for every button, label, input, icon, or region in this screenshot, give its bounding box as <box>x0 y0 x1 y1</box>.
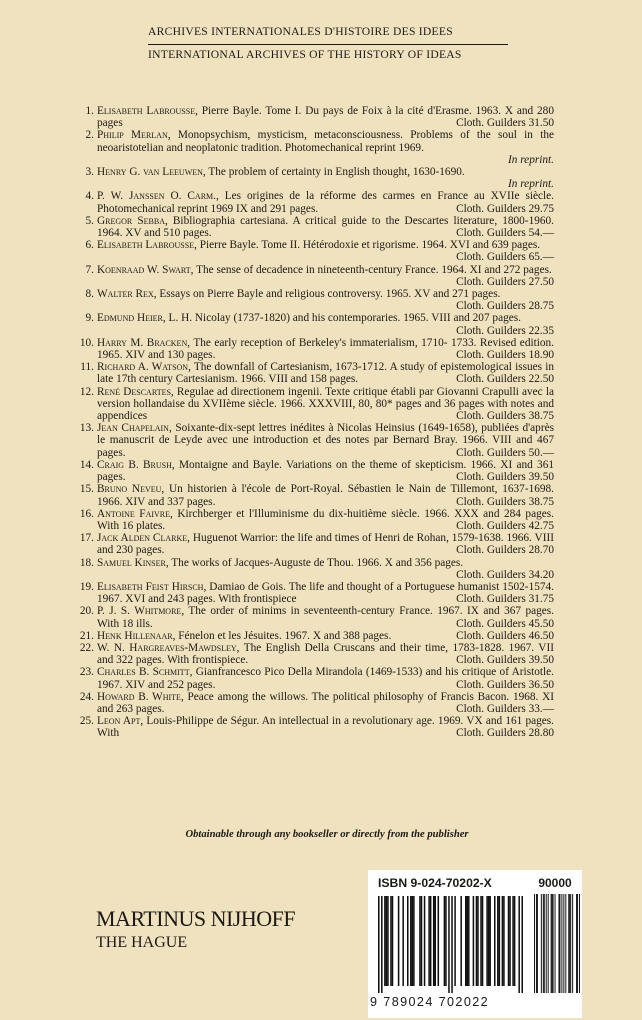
entry-number: 21. <box>79 629 94 642</box>
barcode-bar <box>410 896 412 986</box>
entry-price: Cloth. Guilders 42.75 <box>456 519 554 532</box>
entry-price: Cloth. Guilders 28.80 <box>456 727 554 740</box>
barcode-bar <box>381 896 383 993</box>
entry-price: Cloth. Guilders 45.50 <box>456 617 554 630</box>
entry-price: Cloth. Guilders 50.— <box>456 446 554 459</box>
barcode-bar <box>521 896 523 993</box>
entry-author: Howard B. White <box>97 690 181 703</box>
entry-number: 24. <box>79 690 94 703</box>
entry-description: , Pierre Bayle. Tome II. Hétérodoxie et rigorisme. 1964. XVI and 639 pages. <box>194 239 541 252</box>
entry-author: René Descartes <box>97 385 171 398</box>
addon-barcode-bars <box>534 894 580 993</box>
entry-price: Cloth. Guilders 39.50 <box>456 654 554 667</box>
barcode-bar <box>514 896 516 986</box>
entry-author: P. J. S. Whitmore <box>97 605 182 618</box>
entry-number: 25. <box>79 715 94 728</box>
book-entry <box>79 629 554 642</box>
entry-author: Charles B. Schmitt <box>97 666 190 679</box>
barcode-bar <box>518 896 520 993</box>
addon-bar <box>544 894 545 993</box>
entry-number: 22. <box>79 641 94 654</box>
availability-note: Obtainable through any bookseller or directly from the publisher <box>185 829 469 840</box>
book-entry <box>82 215 554 239</box>
addon-bar <box>559 894 560 993</box>
barcode-bar <box>494 896 496 986</box>
entry-description: , Pierre Bayle. Tome I. Du pays de Foix à la cité d'Erasme. 1963. X and 280 pages <box>97 105 554 130</box>
barcode-bar <box>419 896 421 986</box>
book-entry <box>82 288 554 312</box>
entry-description: , Huguenot Warrior: the life and times of Henri de Rohan, 1579-1638. 1966. VIII and 230 pages. <box>97 532 554 557</box>
entry-description: , Peace among the willows. The political philosophy of Francis Bacon. 1968. XI and 263 pages. <box>97 690 554 715</box>
addon-bar <box>551 894 552 993</box>
entry-author: Gregor Sebba <box>97 214 165 227</box>
barcode-bar <box>390 896 392 986</box>
entry-author: Koenraad W. Swart <box>97 263 191 276</box>
entry-description: , Essays on Pierre Bayle and religious controversy. 1965. XV and 271 pages. <box>153 288 501 301</box>
series-header <box>148 26 508 64</box>
entry-number: 17. <box>79 532 94 545</box>
book-entry <box>82 166 554 190</box>
barcode-bar <box>424 896 426 986</box>
barcode-bar <box>444 896 446 986</box>
entry-description: , The works of Jacques-Auguste de Thou. 1966. X and 356 pages. <box>165 556 464 569</box>
entry-price: Cloth. Guilders 38.75 <box>456 495 554 508</box>
entry-number: 20. <box>79 605 94 618</box>
book-entry <box>79 715 554 740</box>
entry-description: , Montaigne and Bayle. Variations on the theme of skepticism. 1966. XI and 361 pages. <box>97 458 554 484</box>
publisher-block <box>96 907 295 953</box>
barcode-bar <box>489 896 491 986</box>
entry-author: Antoine Faivre <box>97 507 171 520</box>
barcode-bar <box>509 896 511 986</box>
addon-bar <box>570 894 571 993</box>
entry-number: 5. <box>85 214 94 227</box>
barcode-bar <box>428 896 430 986</box>
series-title-english: INTERNATIONAL ARCHIVES OF THE HISTORY OF IDEAS <box>148 48 462 61</box>
entry-price: Cloth. Guilders 18.90 <box>456 349 554 362</box>
entry-description: , L. H. Nicolay (1737-1820) and his contemporaries. 1965. VIII and 207 pages. <box>162 312 521 325</box>
entry-number: 14. <box>79 458 94 471</box>
addon-bar <box>553 894 554 993</box>
book-entry <box>79 605 554 630</box>
entry-author: Craig B. Brush <box>97 458 172 471</box>
barcode-bar <box>387 896 389 986</box>
entry-number: 8. <box>85 288 94 301</box>
publisher-city: THE HAGUE <box>96 934 188 951</box>
addon-bar <box>568 894 569 993</box>
entry-price: Cloth. Guilders 34.20 <box>456 568 554 581</box>
book-entry <box>79 580 554 606</box>
barcode-bar <box>465 896 467 986</box>
entry-price: Cloth. Guilders 28.70 <box>456 544 554 557</box>
entry-price: Cloth. Guilders 33.— <box>456 702 554 715</box>
publisher-name: MARTINUS NIJHOFF <box>96 906 296 931</box>
addon-bar <box>572 894 573 993</box>
addon-bar <box>569 894 570 993</box>
barcode-bar <box>502 896 504 986</box>
addon-bar <box>558 894 559 993</box>
entry-number: 6. <box>85 239 94 252</box>
addon-bar <box>548 894 549 993</box>
book-list <box>79 105 555 740</box>
entry-number: 7. <box>85 263 94 276</box>
barcode-bar <box>482 896 484 986</box>
entry-description: , Kirchberger et l'Illuminisme du dix-huitième siècle. 1966. XXX and 284 pages. With 16 plates. <box>97 507 554 532</box>
entry-description: , The problem of certainty in English thought, 1630-1690. <box>202 166 465 179</box>
book-entry <box>79 507 554 532</box>
entry-price: Cloth. Guilders 22.50 <box>456 373 554 386</box>
entry-price: Cloth. Guilders 31.75 <box>456 593 554 606</box>
addon-bar <box>576 894 577 993</box>
entry-price: Cloth. Guilders 36.50 <box>456 678 554 691</box>
barcode-bar <box>413 896 415 986</box>
addon-bar <box>536 894 537 993</box>
book-entry <box>82 312 554 336</box>
isbn-label: ISBN 9-024-70202-X <box>378 876 492 890</box>
entry-number: 19. <box>79 580 94 593</box>
barcode-bar <box>384 896 386 986</box>
book-entry <box>79 666 554 691</box>
entry-author: Elisabeth Feist Hirsch <box>97 580 204 593</box>
entry-price: Cloth. Guilders 28.75 <box>456 300 554 313</box>
entry-author: Harry M. Bracken <box>97 336 188 349</box>
barcode-bar <box>407 896 409 986</box>
entry-description: , The early reception of Berkeley's immaterialism, 1710- 1733. Revised edition. 1965. XIV and 130 pages. <box>97 336 555 362</box>
entry-number: 11. <box>80 361 94 374</box>
barcode-digits: 9 789024 702022 <box>370 995 490 1009</box>
entry-author: Jean Chapelain <box>97 422 169 435</box>
addon-bar <box>577 894 578 993</box>
barcode-bar <box>451 896 453 993</box>
barcode-bar <box>421 896 423 986</box>
barcode-bar <box>460 896 462 986</box>
entry-number: 18. <box>79 556 94 569</box>
barcode-bar <box>445 896 447 986</box>
barcode-bar <box>468 896 470 986</box>
barcode-bar <box>480 896 482 986</box>
book-entry <box>82 190 554 214</box>
book-entry <box>79 556 554 581</box>
addon-bar <box>537 894 538 993</box>
entry-author: Henry G. van Leeuwen <box>97 166 203 179</box>
entry-author: Philip Merlan <box>97 129 168 142</box>
entry-number: 10. <box>79 336 94 349</box>
entry-price: Cloth. Guilders 65.— <box>456 251 554 264</box>
barcode-bar <box>398 896 400 986</box>
addon-bar <box>579 894 580 993</box>
series-divider <box>148 44 508 45</box>
barcode-bar <box>386 896 388 986</box>
addon-bar <box>555 894 556 993</box>
entry-number: 12. <box>79 385 94 398</box>
entry-author: Elisabeth Labrousse <box>97 105 196 117</box>
entry-description: , Un historien à l'école de Port-Royal. Sébastien le Nain de Tillemont, 1637-1698. 1966. XIV and 337 pages. <box>97 483 554 508</box>
barcode-bar <box>486 896 488 986</box>
entry-price: Cloth. Guilders 29.75 <box>456 202 554 215</box>
book-entry <box>79 385 554 423</box>
barcode-bar <box>433 896 435 986</box>
entry-description: , The sense of decadence in nineteenth-century France. 1964. XI and 272 pages. <box>190 263 552 276</box>
entry-description: , Regulae ad directionem ingenii. Texte critique établi par Giovanni Crapulli avec la version hollandaise du XVIIème siècle. 1966. XXXVIII, 80, 80* pages and 36 pages with notes and appendices <box>97 385 554 423</box>
entry-author: Edmund Heier <box>97 312 163 325</box>
barcode-bar <box>430 896 432 986</box>
entry-author: Bruno Neveu <box>97 483 162 496</box>
book-entry <box>79 458 554 484</box>
barcode-bar <box>467 896 469 986</box>
entry-description: , Bibliographia cartesiana. A critical guide to the Descartes literature, 1800-1960. 1964. XV and 510 pages. <box>97 214 554 240</box>
entry-status-note: In reprint. <box>507 178 554 191</box>
barcode-bar <box>499 896 501 986</box>
barcode-bar <box>497 896 499 986</box>
book-entry <box>79 483 554 508</box>
entry-description: , Fénelon et les Jésuites. 1967. X and 388 pages. <box>172 629 392 642</box>
entry-number: 9. <box>85 312 94 325</box>
entry-author: Leon Apt <box>97 715 141 728</box>
book-entry <box>82 129 554 166</box>
barcode-bar <box>477 896 479 986</box>
barcode-bar <box>476 896 478 986</box>
book-entry <box>79 690 554 715</box>
barcode-bar <box>488 896 490 986</box>
book-entry <box>79 336 555 362</box>
addon-code: 90000 <box>538 876 572 890</box>
book-entry <box>82 264 554 288</box>
price-addon-barcode <box>530 870 582 1018</box>
entry-price: Cloth. Guilders 31.50 <box>456 117 554 130</box>
entry-description: , Soixante-dix-sept lettres inédites à Nicolas Heinsius (1649-1658), publiées d'après le manuscrit de Leyde avec une introduction et des notes par Bernard Bray. 1966. VIII and 467 pages. <box>97 422 554 459</box>
entry-description: , Monopsychism, mysticism, metaconsciousness. Problems of the soul in the neoaristotelian and neoplatonic tradition. Photomechanical reprint 1969. <box>97 129 554 154</box>
entry-author: Elisabeth Labrousse <box>97 239 195 252</box>
entry-author: Samuel Kinser <box>97 556 166 569</box>
entry-description: , Gianfrancesco Pico Della Mirandola (1469-1533) and his critique of Aristotle. 1967. XIV and 252 pages. <box>97 666 554 691</box>
barcode-bar <box>473 896 475 986</box>
book-entry <box>79 532 554 557</box>
entry-price: Cloth. Guilders 46.50 <box>456 629 554 642</box>
addon-bar <box>565 894 566 993</box>
entry-author: Richard A. Watson <box>97 361 189 374</box>
entry-price: Cloth. Guilders 54.— <box>456 227 554 240</box>
entry-price: Cloth. Guilders 22.35 <box>456 324 554 337</box>
barcode-bar <box>508 896 510 986</box>
book-entry <box>79 422 554 459</box>
addon-bar <box>546 894 547 993</box>
entry-description: , Les origines de la réforme des carmes en France au XVIIe siècle. Photomechanical reprint 1969 IX and 291 pages. <box>97 190 554 215</box>
entry-price: Cloth. Guilders 39.50 <box>456 471 554 484</box>
entry-author: Jack Alden Clarke <box>97 532 188 545</box>
barcode-bar <box>402 896 404 986</box>
entry-price: Cloth. Guilders 38.75 <box>456 410 554 423</box>
addon-bar <box>563 894 564 993</box>
addon-bar <box>561 894 562 993</box>
barcode-bar <box>438 896 440 986</box>
book-entry <box>82 105 554 129</box>
entry-author: Walter Rex <box>97 288 154 301</box>
entry-status-note: In reprint. <box>507 153 554 166</box>
addon-bar <box>552 894 553 993</box>
entry-number: 4. <box>85 190 94 203</box>
addon-bar <box>534 894 535 993</box>
ean-barcode-bars <box>378 896 523 993</box>
entry-number: 16. <box>79 507 94 520</box>
barcode-bar <box>392 896 394 986</box>
entry-author: Henk Hillenaar <box>97 629 173 642</box>
addon-bar <box>543 894 544 993</box>
barcode-bar <box>503 896 505 986</box>
barcode-bar <box>512 896 514 986</box>
entry-description: , The downfall of Cartesianism, 1673-1712. A study of epistemological issues in late 17th century Cartesianism. 1966. VIII and 158 pages. <box>97 361 554 386</box>
book-entry <box>82 239 554 263</box>
addon-bar <box>541 894 542 993</box>
entry-number: 15. <box>79 483 94 496</box>
series-title-french: ARCHIVES INTERNATIONALES D'HISTOIRE DES IDEES <box>148 25 453 38</box>
entry-description: , Louis-Philippe de Ségur. An intellectual in a revolutionary age. 1969. VX and 161 pages. With <box>97 715 554 740</box>
entry-number: 13. <box>79 422 94 435</box>
book-entry <box>79 641 554 667</box>
barcode-bar <box>434 896 436 986</box>
barcode-bar <box>412 896 414 986</box>
barcode-bar <box>448 896 450 993</box>
entry-number: 23. <box>79 666 94 679</box>
entry-number: 1. <box>85 105 94 117</box>
entry-author: W. N. Hargreaves-Mawdsley <box>97 641 237 654</box>
entry-number: 2. <box>85 129 94 142</box>
isbn-barcode <box>368 870 530 1018</box>
entry-description: , Damiao de Gois. The life and thought of a Portuguese humanist 1502-1574. 1967. XVI and 243 pages. With frontispiece <box>97 580 554 606</box>
barcode-bar <box>454 896 456 986</box>
entry-number: 3. <box>85 166 94 179</box>
entry-author: P. W. Janssen O. Carm. <box>97 190 216 203</box>
entry-description: , The order of minims in seventeenth-century France. 1967. IX and 367 pages. With 18 ills. <box>97 605 554 630</box>
entry-description: , The English Della Cruscans and their time, 1783-1828. 1967. VII and 322 pages. With frontispiece. <box>97 641 554 667</box>
book-entry <box>82 361 554 385</box>
entry-price: Cloth. Guilders 27.50 <box>456 275 554 288</box>
barcode-bar <box>378 896 380 993</box>
